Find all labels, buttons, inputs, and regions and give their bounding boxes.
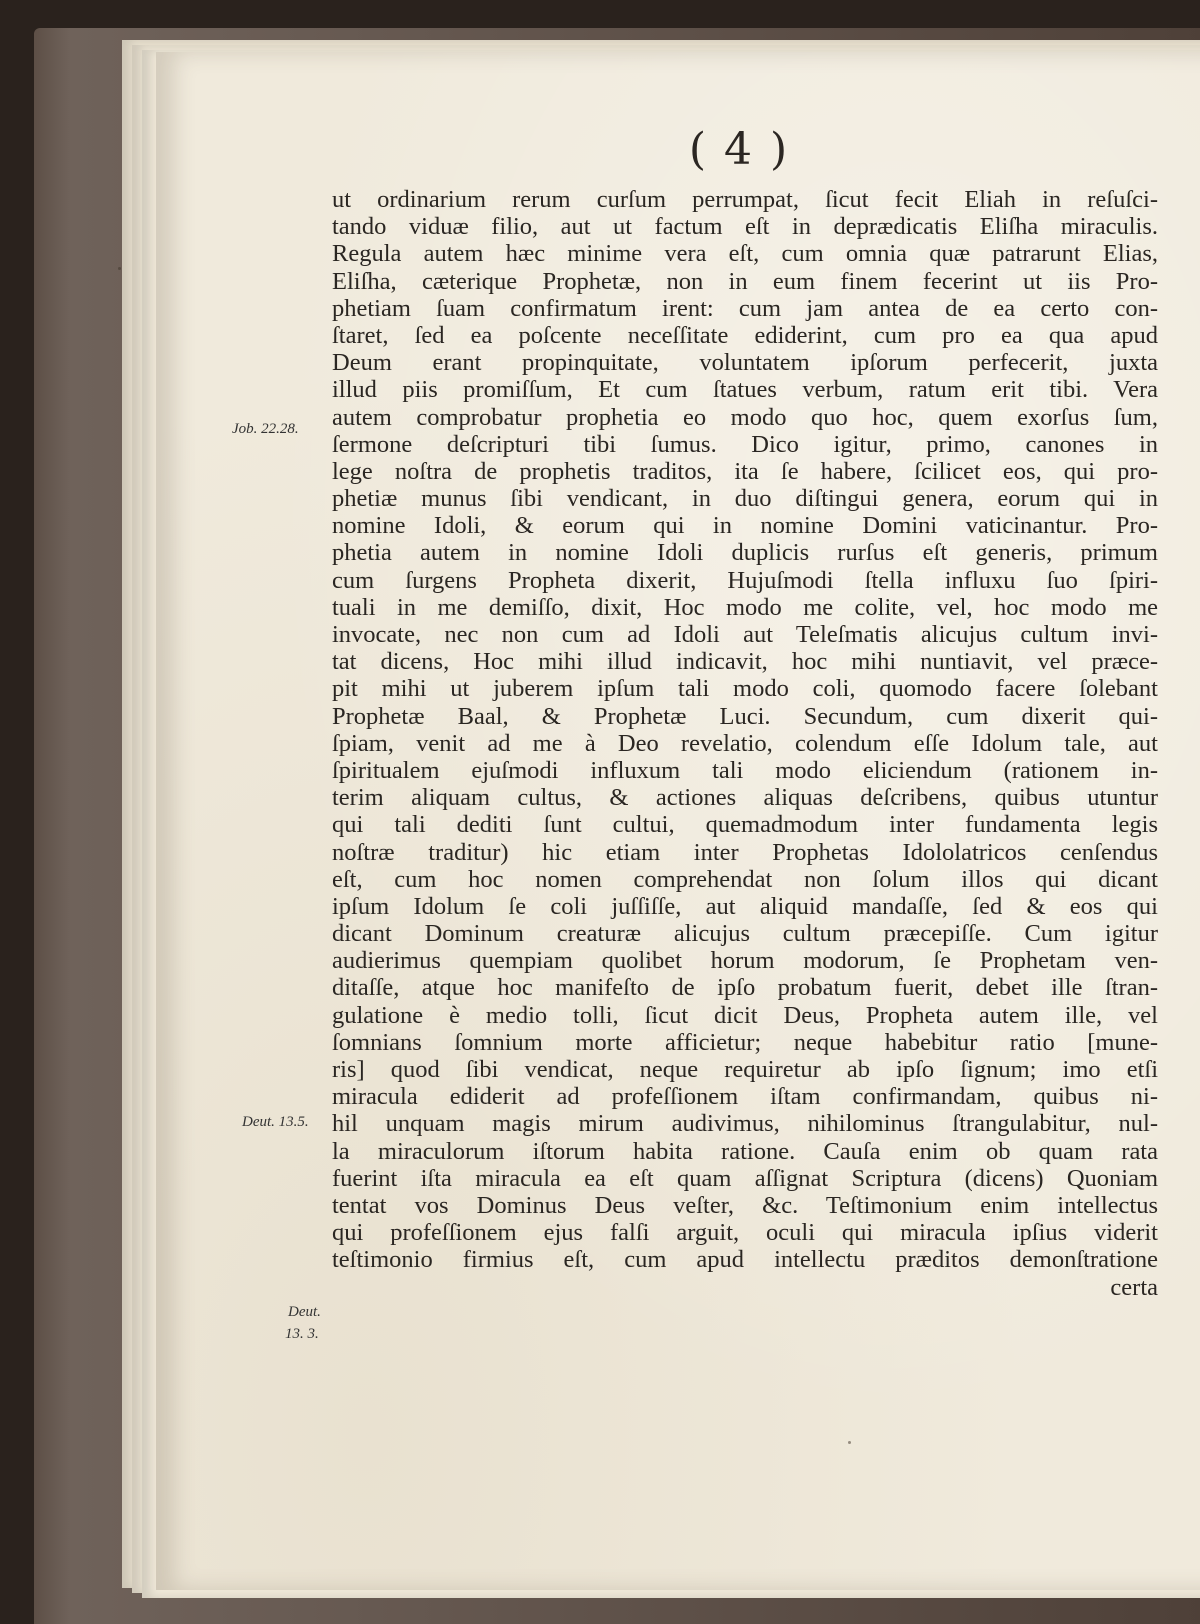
text-line: invocate, nec non cum ad Idoli aut Teleſmatis alicujus cultum invi-: [332, 621, 1158, 648]
text-line: hil unquam magis mirum audivimus, nihilominus ſtrangulabitur, nul-: [332, 1110, 1158, 1138]
text-line: qui tali dediti ſunt cultui, quemadmodum inter fundamenta legis: [332, 811, 1158, 839]
text-line: lege noſtra de prophetis traditos, ita ſe habere, ſcilicet eos, qui pro-: [332, 457, 1158, 485]
text-line: ſpiritualem ejuſmodi influxum tali modo eliciendum (rationem in-: [332, 756, 1158, 784]
text-line: ut ordinarium rerum curſum perrumpat, ſicut fecit Eliah in reſuſci-: [332, 186, 1158, 213]
marginal-note-deut: Deut.: [288, 1304, 321, 1320]
marginal-note-13-3: 13. 3.: [285, 1326, 319, 1342]
text-line: eſt, cum hoc nomen comprehendat non ſolum illos qui dicant: [332, 865, 1158, 893]
text-line: illud piis promiſſum, Et cum ſtatues verbum, ratum erit tibi. Vera: [332, 376, 1158, 404]
text-line: ſtaret, ſed ea poſcente neceſſitate ediderint, cum pro ea qua apud: [332, 321, 1158, 349]
text-line: tando viduæ filio, aut ut factum eſt in deprædicatis Eliſha miraculis.: [332, 213, 1158, 241]
text-line: ſomnians ſomnium morte afficietur; neque habebitur ratio [mune-: [332, 1028, 1158, 1056]
text-line: phetiæ munus ſibi vendicant, in duo diſtingui genera, eorum qui in: [332, 485, 1158, 513]
body-text: [332, 186, 1158, 1301]
text-line: gulatione è medio tolli, ſicut dicit Deus, Propheta autem ille, vel: [332, 1001, 1158, 1029]
text-line: dicant Dominum creaturæ alicujus cultum præcepiſſe. Cum igitur: [332, 920, 1158, 948]
text-line: ditaſſe, atque hoc manifeſto de ipſo probatum fuerit, debet ille ſtran-: [332, 974, 1158, 1002]
text-line: phetiam ſuam confirmatum irent: cum jam antea de ea certo con-: [332, 294, 1158, 322]
marginal-note-job: Job. 22.28.: [232, 421, 299, 437]
text-line: tat dicens, Hoc mihi illud indicavit, hoc mihi nuntiavit, vel præce-: [332, 648, 1158, 676]
text-line: noſtræ traditur) hic etiam inter Prophetas Idololatricos cenſendus: [332, 838, 1158, 866]
text-line: nomine Idoli, & eorum qui in nomine Domini vaticinantur. Pro-: [332, 512, 1158, 540]
ink-speck: [848, 1441, 851, 1444]
text-line: ſermone deſcripturi tibi ſumus. Dico igitur, primo, canones in: [332, 430, 1158, 458]
text-line: audierimus quempiam quolibet horum modorum, ſe Prophetam ven-: [332, 947, 1158, 975]
ink-speck: [118, 267, 121, 270]
text-line: terim aliquam cultus, & actiones aliquas deſcribens, quibus utuntur: [332, 784, 1158, 812]
text-line: autem comprobatur prophetia eo modo quo hoc, quem exorſus ſum,: [332, 403, 1158, 431]
text-line: Deum erant propinquitate, voluntatem ipſorum perfecerit, juxta: [332, 349, 1158, 377]
text-line: miracula ediderit ad profeſſionem iſtam confirmandam, quibus ni-: [332, 1083, 1158, 1111]
text-line: ſpiam, venit ad me à Deo revelatio, colendum eſſe Idolum tale, aut: [332, 729, 1158, 757]
text-line: pit mihi ut juberem ipſum tali modo coli, quomodo facere ſolebant: [332, 675, 1158, 703]
text-line: qui profeſſionem ejus falſi arguit, oculi qui miracula ipſius viderit: [332, 1219, 1158, 1247]
page-number: ( 4 ): [688, 124, 790, 175]
text-line: cum ſurgens Propheta dixerit, Hujuſmodi ſtella influxu ſuo ſpiri-: [332, 566, 1158, 594]
text-line: ipſum Idolum ſe coli juſſiſſe, aut aliquid mandaſſe, ſed & eos qui: [332, 892, 1158, 920]
text-line: tentat vos Dominus Deus veſter, &c. Teſtimonium enim intellectus: [332, 1191, 1158, 1219]
text-line: phetia autem in nomine Idoli duplicis rurſus eſt generis, primum: [332, 539, 1158, 567]
text-line: tuali in me demiſſo, dixit, Hoc modo me colite, vel, hoc modo me: [332, 593, 1158, 621]
text-line: Regula autem hæc minime vera eſt, cum omnia quæ patrarunt Elias,: [332, 240, 1158, 268]
text-line: Eliſha, cæterique Prophetæ, non in eum finem fecerint ut iis Pro-: [332, 267, 1158, 295]
text-line: la miraculorum iſtorum habita ratione. Cauſa enim ob quam rata: [332, 1137, 1158, 1165]
marginal-note-deut-13-5: Deut. 13.5.: [242, 1114, 309, 1130]
text-line: teſtimonio firmius eſt, cum apud intellectu præditos demonſtratione: [332, 1246, 1158, 1274]
catchword: certa: [1110, 1273, 1158, 1301]
text-line: Prophetæ Baal, & Prophetæ Luci. Secundum, cum dixerit qui-: [332, 702, 1158, 730]
text-line: fuerint iſta miracula ea eſt quam aſſignat Scriptura (dicens) Quoniam: [332, 1164, 1158, 1192]
text-line: ris] quod ſibi vendicat, neque requiretur ab ipſo ſignum; imo etſi: [332, 1056, 1158, 1083]
